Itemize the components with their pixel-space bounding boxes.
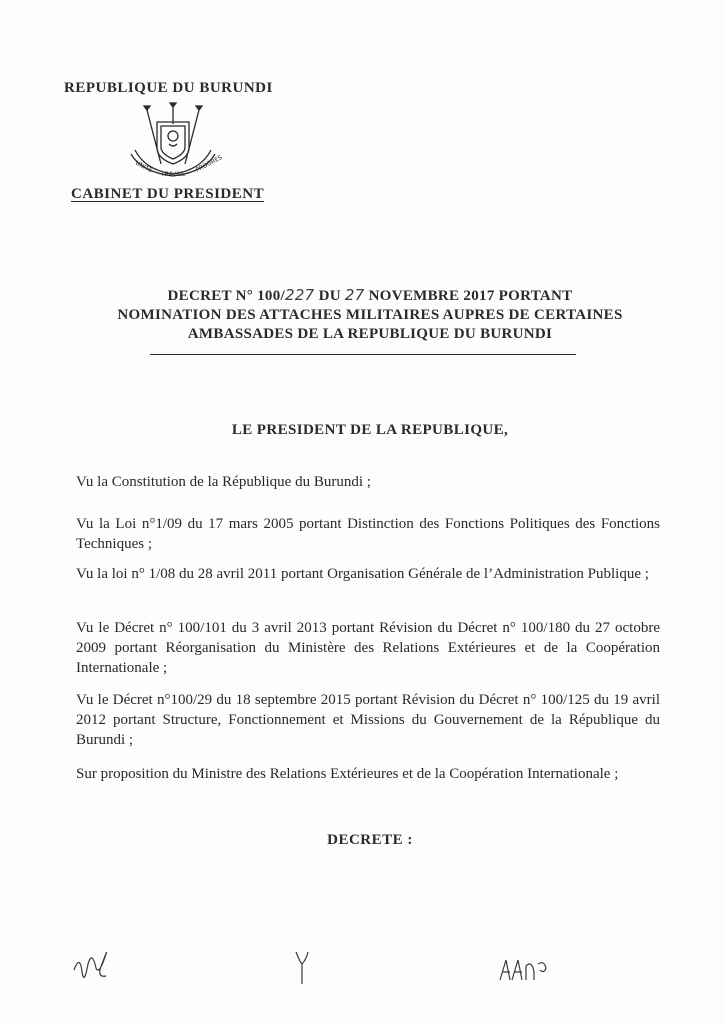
initials-signature-center	[272, 940, 332, 990]
decree-title-line2: NOMINATION DES ATTACHES MILITAIRES AUPRES DE CERTAINES	[117, 307, 623, 323]
title-divider	[150, 354, 576, 355]
decree-title	[70, 286, 670, 344]
visa-paragraph: Vu le Décret n°100/29 du 18 septembre 2015 portant Révision du Décret n° 100/125 du 19 avril 2012 portant Structure, Fonctionnement et Missions du Gouvernement de la République du Burundi ;	[76, 692, 660, 748]
visa-paragraph: Sur proposition du Ministre des Relations Extérieures et de la Coopération Internationale ;	[76, 766, 619, 782]
coat-of-arms-emblem	[117, 102, 229, 182]
decrete-heading: DECRETE :	[327, 832, 413, 848]
handwritten-day: 27	[344, 286, 365, 304]
handwritten-decree-number: 227	[284, 286, 315, 304]
visa-paragraph: Vu le Décret n° 100/101 du 3 avril 2013 portant Révision du Décret n° 100/180 du 27 octobre 2009 portant Réorganisation du Ministère des Relations Extérieures et de la Coopération Internationale ;	[76, 620, 660, 676]
svg-text:PROGRES: PROGRES	[194, 153, 224, 174]
decree-title-line1: DECRET N° 100/227 DU 27 NOVEMBRE 2017 PORTANT	[167, 286, 573, 304]
visa-paragraph: Vu la Loi n°1/09 du 17 mars 2005 portant Distinction des Fonctions Politiques des Fonctions Techniques ;	[76, 516, 660, 552]
svg-text:UNITE: UNITE	[134, 159, 154, 175]
header-country: REPUBLIQUE DU BURUNDI	[64, 80, 273, 96]
visa-paragraph: Vu la Constitution de la République du Burundi ;	[76, 474, 371, 490]
decree-title-line3: AMBASSADES DE LA REPUBLIQUE DU BURUNDI	[187, 326, 553, 342]
visa-paragraph: Vu la loi n° 1/08 du 28 avril 2011 portant Organisation Générale de l’Administration Publique ;	[76, 566, 649, 582]
president-heading: LE PRESIDENT DE LA REPUBLIQUE,	[231, 422, 509, 438]
initials-signature-right	[496, 940, 556, 990]
initials-signature-left	[70, 940, 130, 990]
header-office: CABINET DU PRESIDENT	[71, 186, 265, 202]
svg-text:TRAVAIL: TRAVAIL	[161, 171, 186, 178]
